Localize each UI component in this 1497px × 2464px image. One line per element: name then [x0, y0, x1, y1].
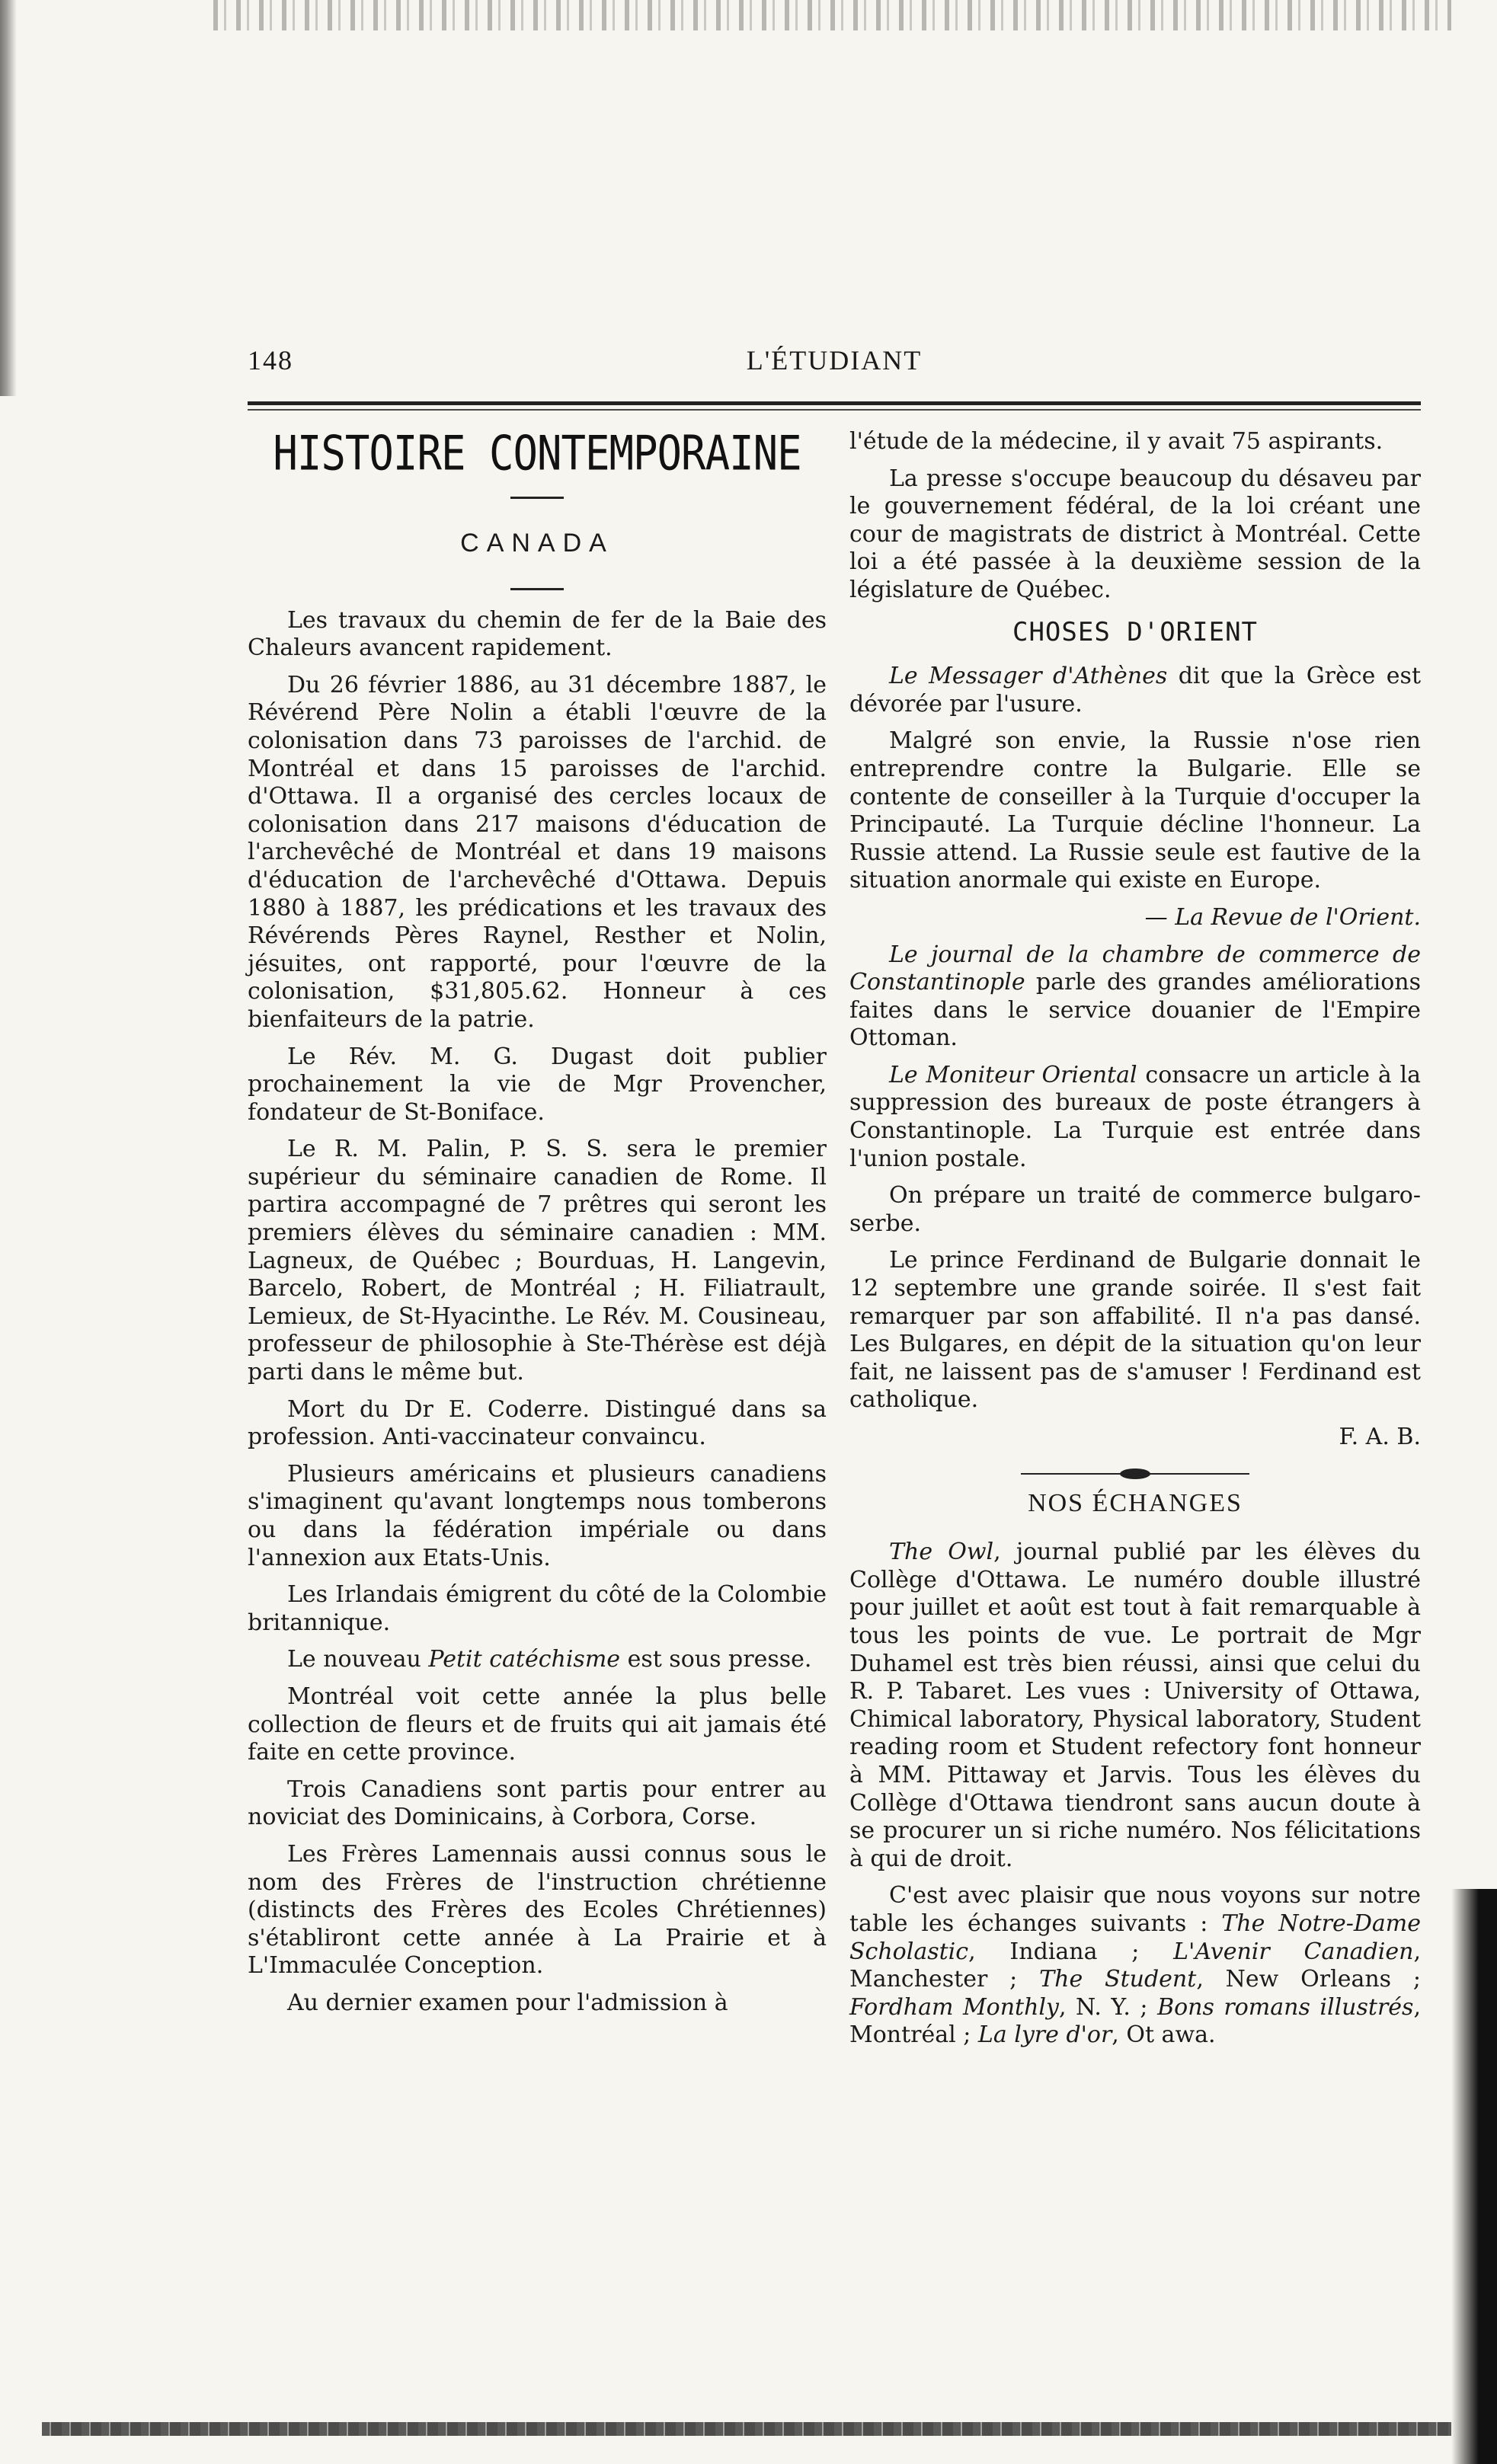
scan-artifact-right	[1451, 1889, 1497, 2464]
paragraph: Plusieurs américains et plusieurs canadiens s'imaginent qu'avant longtemps nous tomberons ou dans la fédération impériale ou dans l'annexion aux Etats-Unis.	[248, 1460, 827, 1571]
subsection-heading: NOS ÉCHANGES	[1028, 1488, 1243, 1517]
header-rule-thin	[248, 409, 1421, 411]
paragraph: C'est avec plaisir que nous voyons sur notre table les échanges suivants : The Notre-Dame Scholastic, Indiana ; L'Avenir Canadien, Manchester ; The Student, New Orleans ; Fordham Monthly, N. Y. ; Bons romans illustrés, Montréal ; La lyre d'or, Ot awa.	[849, 1882, 1422, 2049]
paragraph: Les Frères Lamennais aussi connus sous le nom des Frères de l'instruction chrétienne (distincts des Frères des Ecoles Chrétiennes) s'établiront cette année à La Prairie et à L'Immaculée Conception.	[248, 1840, 827, 1980]
paragraph: Le prince Ferdinand de Bulgarie donnait le 12 septembre une grande soirée. Il s'est fait remarquer par son affabilité. Il n'a pas dansé. Les Bulgares, en dépit de la situation qu'on leur fait, ne laissent pas de s'amuser ! Ferdinand est catholique.	[849, 1247, 1421, 1414]
subsection-heading: CHOSES D'ORIENT	[1012, 616, 1259, 647]
scan-artifact-top	[213, 0, 1451, 30]
paragraph: Le Messager d'Athènes dit que la Grèce est dévorée par l'usure.	[849, 663, 1421, 717]
left-column	[248, 427, 827, 2027]
paragraph: On prépare un traité de commerce bulgaro-serbe.	[849, 1182, 1421, 1237]
page-header	[248, 344, 1421, 382]
paragraph: Le nouveau Petit catéchisme est sous presse.	[287, 1646, 812, 1673]
paragraph: Les travaux du chemin de fer de la Baie des Chaleurs avancent rapidement.	[248, 606, 827, 662]
paragraph: Le Rév. M. G. Dugast doit publier prochainement la vie de Mgr Provencher, fondateur de St-Boniface.	[248, 1043, 827, 1126]
paragraph: l'étude de la médecine, il y avait 75 aspirants.	[849, 428, 1383, 455]
paragraph: Du 26 février 1886, au 31 décembre 1887, le Révérend Père Nolin a établi l'œuvre de la colonisation dans 73 paroisses de l'archid. de Montréal et dans 15 paroisses de l'archid. d'Ottawa. Il a organisé des cercles locaux de colonisation dans 217 maisons d'éducation de l'archevêché de Montréal et dans 19 maisons d'éducation de l'archevêché d'Ottawa. Depuis 1880 à 1887, les prédications et les travaux des Révérends Pères Raynel, Resther et Nolin, jésuites, ont rapporté, pour l'œuvre de la colonisation, $31,805.62. Honneur à ces bienfaiteurs de la patrie.	[248, 671, 827, 1033]
publication-title: Le Moniteur Oriental	[889, 1061, 1137, 1088]
paragraph: Le R. M. Palin, P. S. S. sera le premier supérieur du séminaire canadien de Rome. Il partira accompagné de 7 prêtres qui seront les premiers élèves du séminaire canadien : MM. Lagneux, de Québec ; Bourduas, H. Langevin, Barcelo, Robert, de Montréal ; H. Filiatrault, Lemieux, de St-Hyacinthe. Le Rév. M. Cousineau, professeur de philosophie à Ste-Thérèse est déjà parti dans le même but.	[248, 1136, 827, 1386]
scan-artifact-left	[0, 0, 17, 396]
header-rule	[248, 401, 1421, 405]
paragraph: Le Moniteur Oriental consacre un article à la suppression des bureaux de poste étrangers à Constantinople. La Turquie est entrée dans l'union postale.	[849, 1061, 1421, 1172]
publication-title: Le journal de la chambre de commerce de Constantinople	[849, 941, 1421, 996]
journal-title: L'ÉTUDIANT	[746, 345, 923, 376]
paragraph: Le journal de la chambre de commerce de Constantinople parle des grandes améliorations faites dans le service douanier de l'Empire Ottoman.	[849, 941, 1421, 1052]
publication-title: Petit catéchisme	[428, 1646, 621, 1673]
divider	[510, 588, 564, 590]
publication-title: The Owl	[889, 1539, 994, 1566]
paragraph: Montréal voit cette année la plus belle collection de fleurs et de fruits qui ait jamais été faite en cette province.	[248, 1683, 827, 1766]
scan-artifact-bottom	[42, 2422, 1451, 2436]
section-heading: HISTOIRE CONTEMPORAINE	[273, 426, 801, 481]
page-number: 148	[248, 345, 293, 376]
source-attribution: — La Revue de l'Orient.	[1144, 903, 1421, 931]
signature: F. A. B.	[1339, 1424, 1421, 1450]
right-column	[849, 428, 1421, 2059]
paragraph: Malgré son envie, la Russie n'ose rien entreprendre contre la Bulgarie. Elle se contente de conseiller à la Turquie d'occuper la Principauté. La Turquie décline l'honneur. La Russie attend. La Russie seule est fautive de la situation anormale qui existe en Europe.	[849, 727, 1421, 894]
paragraph: Au dernier examen pour l'admission à	[287, 1989, 728, 2016]
ornament-divider	[1021, 1468, 1249, 1479]
publication-title: Le Messager d'Athènes	[889, 663, 1168, 690]
paragraph: The Owl, journal publié par les élèves du Collège d'Ottawa. Le numéro double illustré pour juillet et août est tout à fait remarquable à tous les points de vue. Le portrait de Mgr Duhamel est très bien réussi, ainsi que celui du R. P. Tabaret. Les vues : University of Ottawa, Chimical laboratory, Physical laboratory, Student reading room et Student refectory font honneur à MM. Pittaway et Jarvis. Tous les élèves du Collège d'Ottawa tiendront sans aucun doute à se procurer un si riche numéro. Nos félicitations à qui de droit.	[849, 1539, 1422, 1872]
paragraph: Trois Canadiens sont partis pour entrer au noviciat des Dominicains, à Corbora, Corse.	[248, 1775, 827, 1831]
paragraph: La presse s'occupe beaucoup du désaveu par le gouvernement fédéral, de la loi créant une cour de magistrats de district à Montréal. Cette loi a été passée à la deuxième session de la législature de Québec.	[849, 465, 1421, 603]
paragraph: Mort du Dr E. Coderre. Distingué dans sa profession. Anti-vaccinateur convaincu.	[248, 1395, 827, 1451]
divider	[510, 497, 564, 499]
paragraph: Les Irlandais émigrent du côté de la Colombie britannique.	[248, 1581, 827, 1636]
subsection-heading: CANADA	[460, 529, 614, 558]
